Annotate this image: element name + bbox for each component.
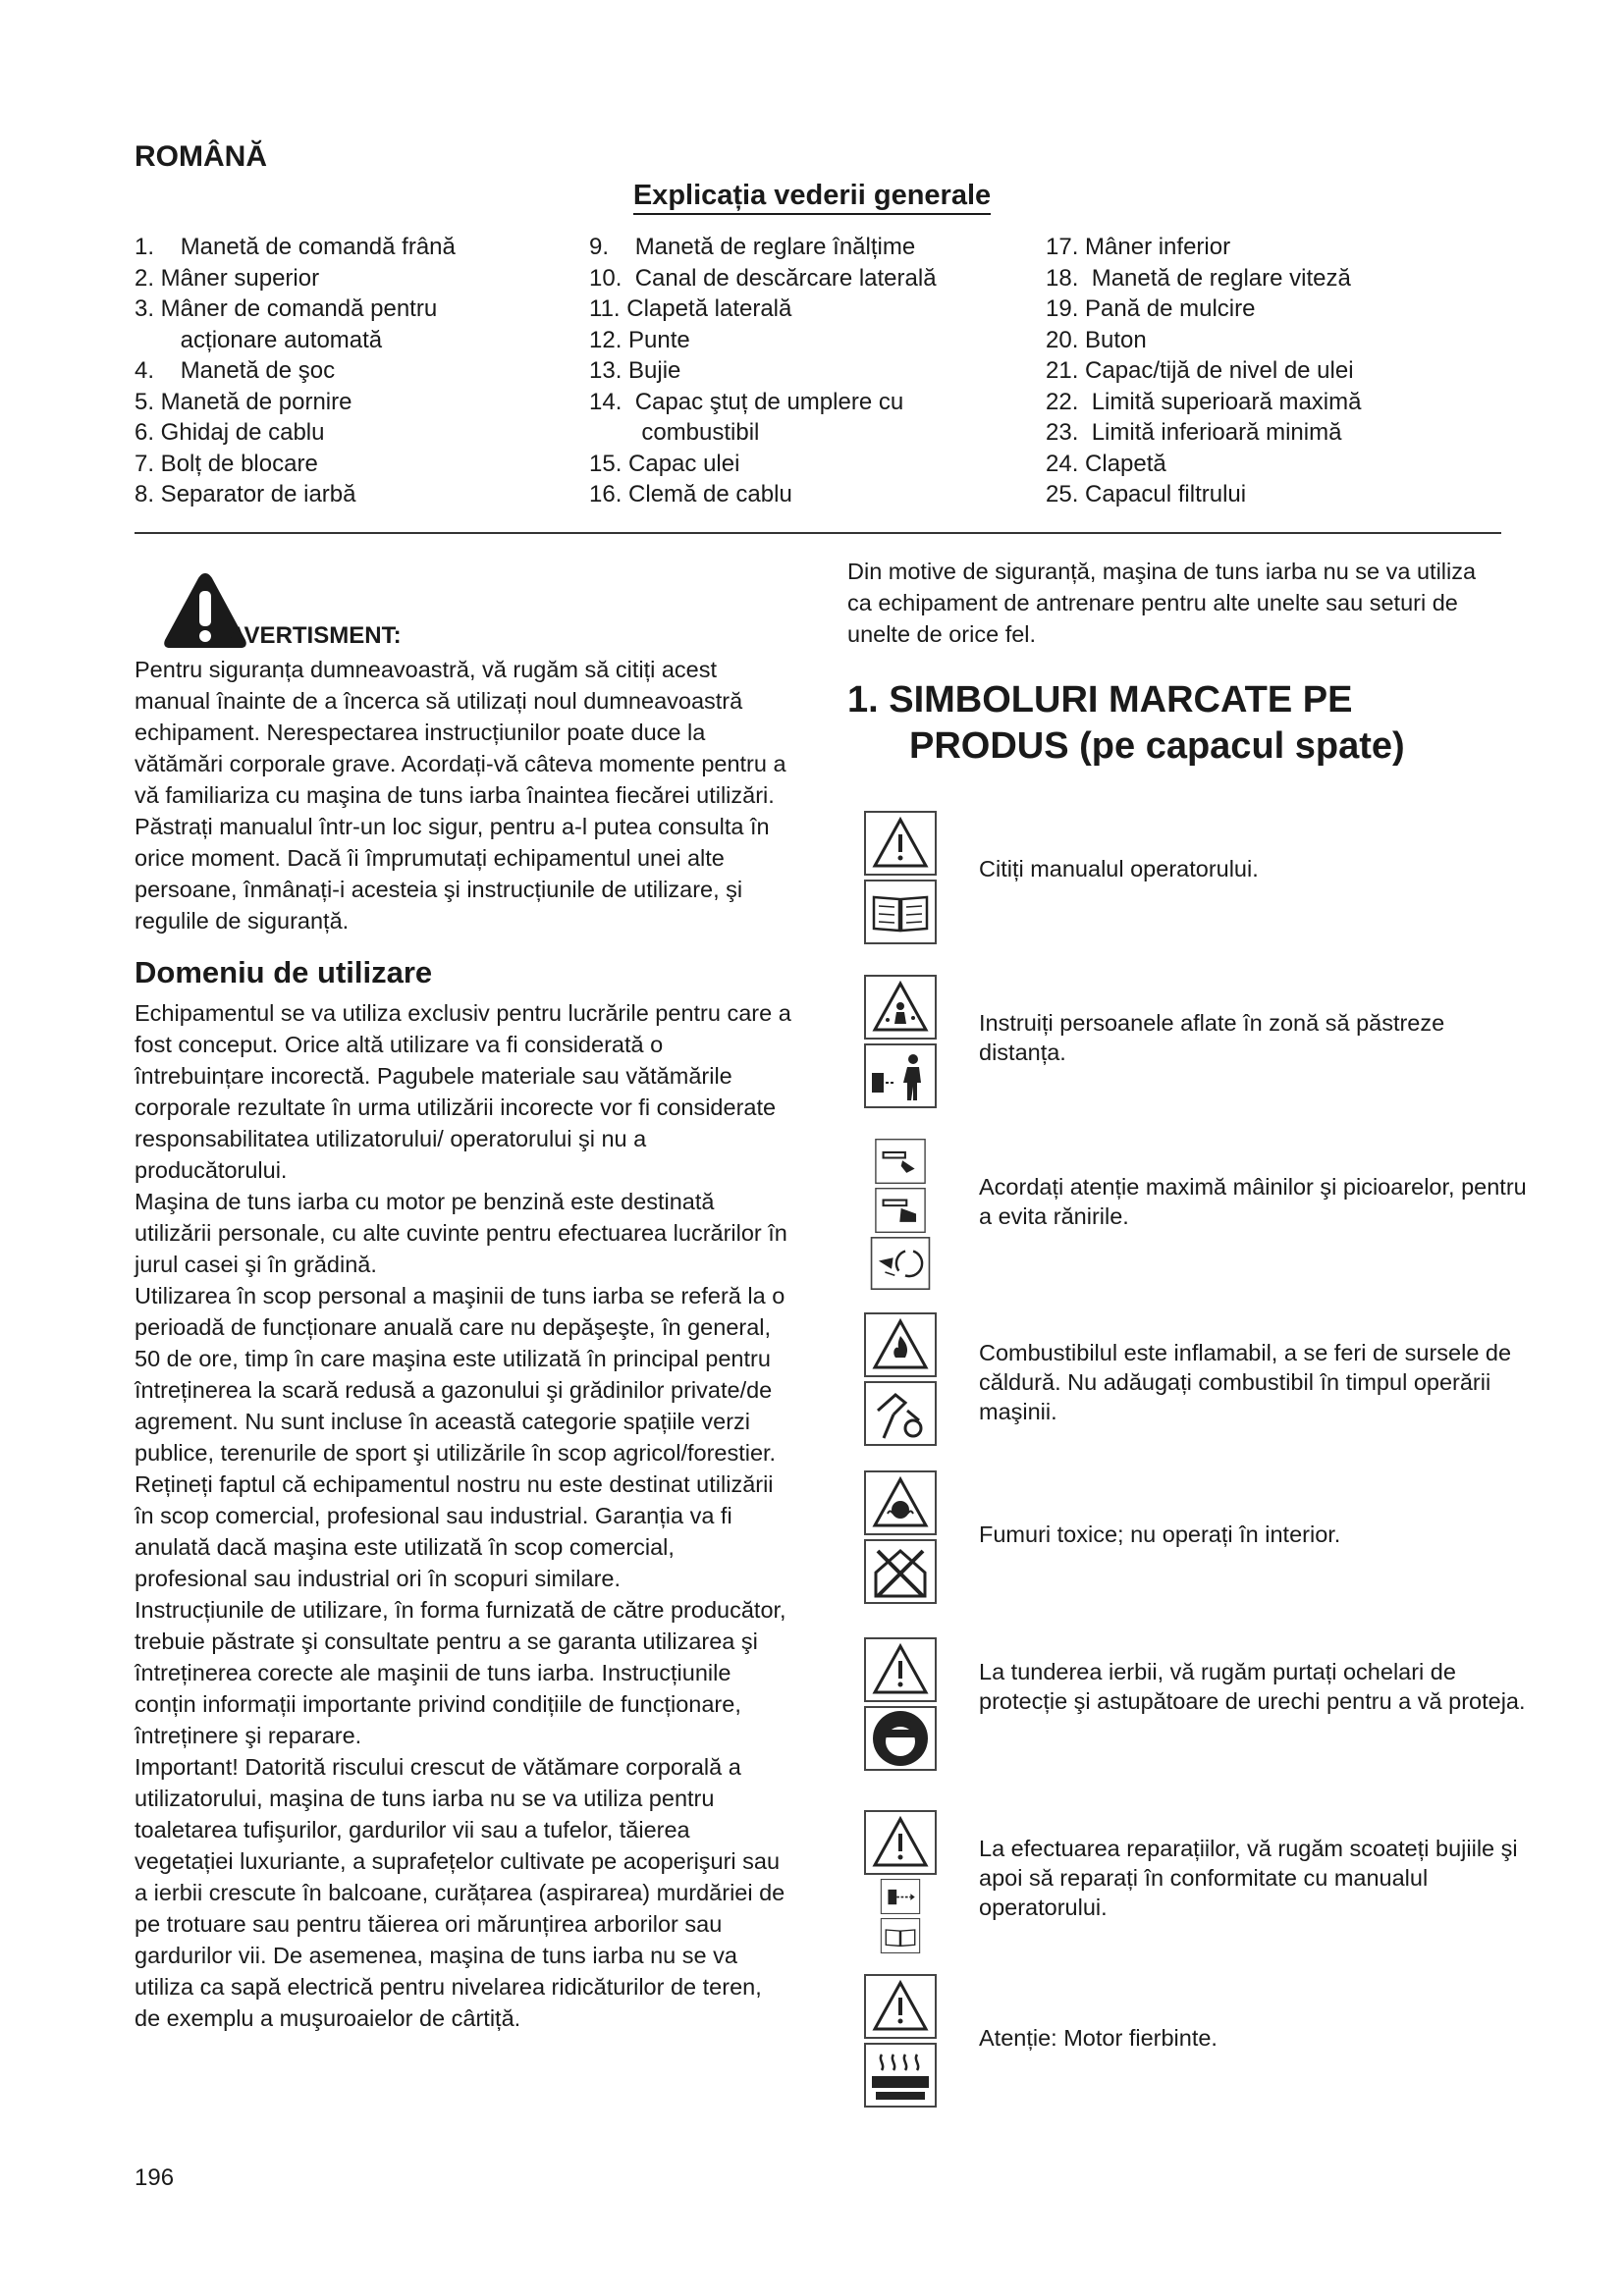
parts-item: 20. Buton xyxy=(1046,326,1147,353)
parts-item: 23. Limită inferioară minimă xyxy=(1046,419,1342,446)
fuel-icon xyxy=(864,1381,937,1446)
manual-icon xyxy=(864,1918,937,1953)
symbol-text: Instruiți persoanele aflate în zonă să păstreze distanța. xyxy=(979,1010,1445,1065)
language-heading: ROMÂNĂ xyxy=(135,140,267,173)
parts-item: 24. Clapetă xyxy=(1046,450,1166,477)
symbol-text: Fumuri toxice; nu operați în interior. xyxy=(979,1522,1341,1547)
symbol-text: Citiți manualul operatorului. xyxy=(979,856,1259,881)
parts-item: 10. Canal de descărcare laterală xyxy=(589,264,937,292)
symbol-text: La efectuarea reparațiilor, vă rugăm scoateți bujiile şi apoi să reparați în conformitate cu manualul operatorului. xyxy=(979,1836,1518,1920)
keep-distance-icon xyxy=(864,1043,937,1108)
overview-title xyxy=(0,180,1624,212)
parts-item: 8. Separator de iarbă xyxy=(135,481,356,507)
usage-paragraph: Utilizarea în scop personal a maşinii de tuns iarba se referă la o perioadă de funcționare anuală care nu depăşeşte, în general, 50 de ore, timp în care maşina este utilizată în principal pentru întreținerea la scară redusă a gazonului şi grădinilor private/de agrement. Nu sunt incluse în această categorie spațiile verzi publice, terenurile de sport şi utilizările în scop agricol/forestier. xyxy=(135,1283,785,1466)
parts-item: 2. Mâner superior xyxy=(135,264,320,292)
parts-item: 21. Capac/tijă de nivel de ulei xyxy=(1046,357,1354,384)
parts-item: 25. Capacul filtrului xyxy=(1046,481,1247,507)
hand-blade-icon xyxy=(864,1139,937,1184)
symbol-text: La tunderea ierbii, vă rugăm purtați ochelari de protecție şi astupătoare de urechi pentru a vă proteja. xyxy=(979,1659,1526,1714)
no-indoor-icon xyxy=(864,1539,937,1604)
parts-item: 16. Clemă de cablu xyxy=(589,481,792,507)
warning-triangle-icon xyxy=(864,1637,937,1702)
thrown-objects-icon xyxy=(864,975,937,1040)
book-icon xyxy=(864,880,937,944)
parts-item: combustibil xyxy=(589,419,760,446)
parts-item: 14. Capac ştuț de umplere cu xyxy=(589,388,904,415)
overview-title-text: Explicația vederii generale xyxy=(633,180,991,215)
warning-label: AVERTISMENT: xyxy=(229,622,402,649)
parts-item: 12. Punte xyxy=(589,326,690,353)
usage-paragraph: Important! Datorită riscului crescut de vătămare corporală a utilizatorului, maşina de tuns iarba nu se va utiliza pentru toaletarea tufişurilor, gardurilor vii sau a tufelor, tăierea vegetației luxuriante, a suprafețelor cultivate pe acoperişuri sau a ierbii crescute în balcoane, curățarea (aspirarea) murdăriei de pe trotuare sau pentru tăierea ori mărunțirea arborilor sau gardurilor vii. De asemenea, maşina de tuns iarba nu se va utiliza ca sapă electrică pentru nivelarea ridicăturilor de teren, de exemplu a muşuroaielor de cârtiță. xyxy=(135,1754,785,2031)
warning-triangle-icon xyxy=(864,811,937,876)
parts-item: acționare automată xyxy=(135,326,383,353)
parts-item: 19. Pană de mulcire xyxy=(1046,295,1256,322)
ear-eye-protection-icon xyxy=(864,1706,937,1771)
parts-column-3 xyxy=(1046,232,1361,510)
usage-paragraph: Maşina de tuns iarba cu motor pe benzină este destinată utilizării personale, cu alte cuvinte pentru efectuarea lucrărilor în jurul casei şi în grădină. xyxy=(135,1189,787,1277)
warning-triangle-icon xyxy=(864,1974,937,2039)
section-divider xyxy=(135,532,1501,534)
section-title-line2: PRODUS (pe capacul spate) xyxy=(909,725,1405,767)
rotating-blade-icon xyxy=(864,1237,937,1290)
toxic-fumes-icon xyxy=(864,1470,937,1535)
section-title xyxy=(847,677,1405,770)
usage-paragraph: Echipamentul se va utiliza exclusiv pentru lucrările pentru care a fost conceput. Orice altă utilizare va fi considerată o întrebuințare incorectă. Pagubele materiale sau vătămările corporale rezultate în urma utilizării incorecte vor fi considerate responsabilitatea utilizatorului/ operatorului şi nu a producătorului. xyxy=(135,1000,791,1183)
parts-item: 22. Limită superioară maximă xyxy=(1046,388,1362,415)
usage-paragraph: Instrucțiunile de utilizare, în forma furnizată de către producător, trebuie păstrate şi consultate pentru a se garanta utilizarea şi întreținerea corecte ale maşinii de tuns iarba. Instrucțiunile conțin informații importante privind condițiile de funcționare, întreținere şi reparare. xyxy=(135,1597,786,1748)
symbol-text: Combustibilul este inflamabil, a se feri de sursele de căldură. Nu adăugați combustibil în timpul operării maşinii. xyxy=(979,1340,1512,1424)
parts-item: 15. Capac ulei xyxy=(589,450,740,477)
warning-header xyxy=(135,569,792,654)
warning-text: Pentru siguranța dumneavoastră, vă rugăm să citiți acest manual înainte de a încerca să utilizați noul dumneavoastră echipament. Nerespectarea instrucțiunilor poate duce la vătămări corporale grave. Acordați-vă câteva momente pentru a vă familiariza cu maşina de tuns iarba înaintea fiecărei utilizări. Păstrați manualul într-un loc sigur, pentru a-l putea consulta în orice moment. Dacă îi împrumutați echipamentul unei alte persoane, înmânați-i acesteia şi instrucțiunile de utilizare, şi regulile de siguranță. xyxy=(135,657,786,934)
symbol-text: Acordați atenție maximă mâinilor şi picioarelor, pentru a evita rănirile. xyxy=(979,1174,1527,1229)
fire-triangle-icon xyxy=(864,1312,937,1377)
parts-column-1 xyxy=(135,232,456,510)
parts-item: 17. Mâner inferior xyxy=(1046,234,1231,260)
parts-item: 18. Manetă de reglare viteză xyxy=(1046,264,1351,292)
parts-item: 7. Bolț de blocare xyxy=(135,450,318,477)
usage-paragraph: Rețineți faptul că echipamentul nostru nu este destinat utilizării în scop comercial, profesional sau industrial. Garanția va fi anulată dacă maşina este utilizată în scop comercial, profesional sau industrial ori în scopuri similare. xyxy=(135,1471,774,1591)
usage-heading: Domeniu de utilizare xyxy=(135,955,433,989)
parts-item: 1. Manetă de comandă frână xyxy=(135,234,456,260)
spark-plug-icon xyxy=(864,1879,937,1914)
parts-item: 13. Bujie xyxy=(589,357,681,384)
parts-item: 3. Mâner de comandă pentru xyxy=(135,295,438,322)
parts-item: 11. Clapetă laterală xyxy=(589,295,792,322)
hot-surface-icon xyxy=(864,2043,937,2108)
left-column xyxy=(135,569,792,2034)
parts-item: 4. Manetă de şoc xyxy=(135,357,336,384)
parts-item: 5. Manetă de pornire xyxy=(135,388,352,415)
parts-item: 6. Ghidaj de cablu xyxy=(135,419,325,446)
parts-column-2 xyxy=(589,232,937,510)
parts-item: 9. Manetă de reglare înălțime xyxy=(589,234,916,260)
warning-triangle-icon xyxy=(864,1810,937,1875)
section-title-line1: 1. SIMBOLURI MARCATE PE xyxy=(847,679,1353,721)
right-intro: Din motive de siguranță, maşina de tuns iarba nu se va utiliza ca echipament de antrenare pentru alte unelte sau seturi de unelte de orice fel. xyxy=(847,559,1477,647)
symbol-text: Atenție: Motor fierbinte. xyxy=(979,2025,1218,2051)
foot-blade-icon xyxy=(864,1188,937,1233)
page-number: 196 xyxy=(135,2164,175,2191)
